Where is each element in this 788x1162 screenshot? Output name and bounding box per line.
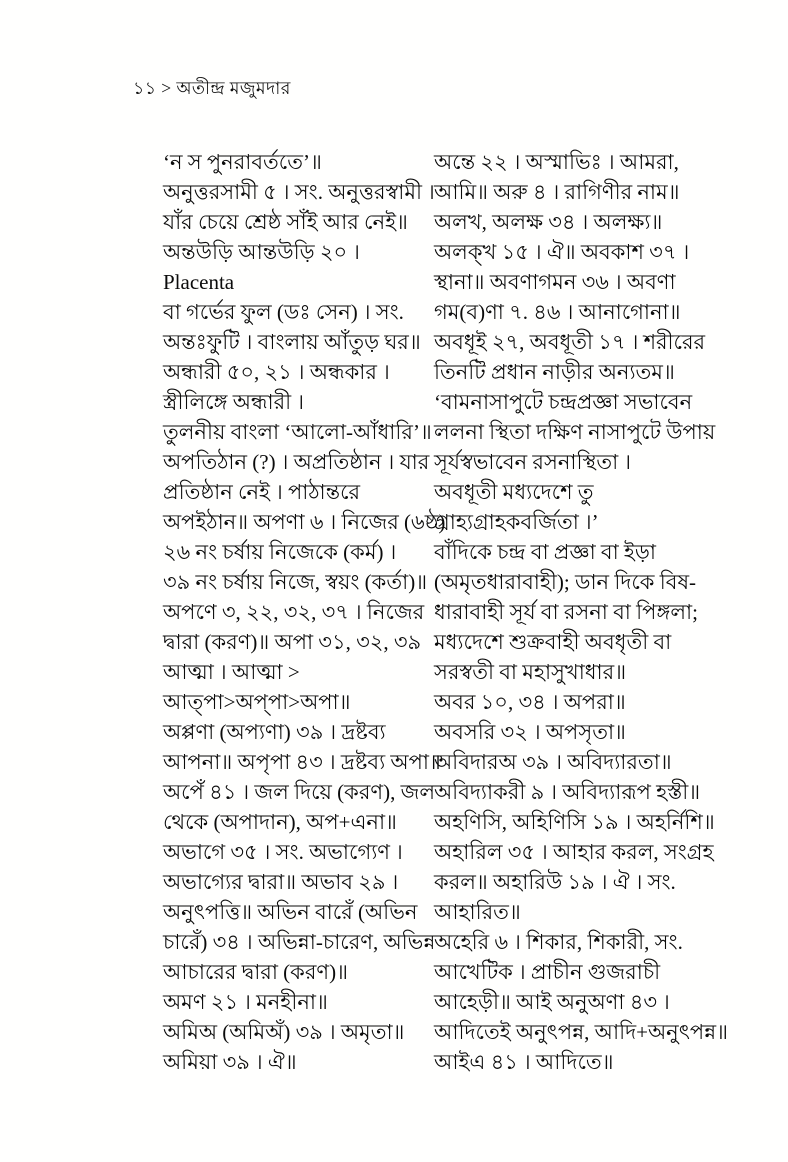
text-line: সূর্যস্বভাবেন রসনাস্থিতা ।: [434, 450, 631, 474]
running-head-text: ১১ > অতীন্দ্র মজুমদার: [133, 78, 291, 98]
text-line: আদিতেই অনুৎপন্ন, আদি+অনুৎপন্ন॥: [434, 1020, 729, 1044]
text-line: অবধূতী মধ্যদেশে তু: [434, 480, 594, 504]
text-line: অবিদ্যাকরী ৯ । অবিদ্যারূপ হস্তী॥: [434, 780, 701, 804]
text-line: অবধূই ২৭, অবধূতী ১৭ । শরীরের: [434, 330, 706, 354]
text-line: বাঁদিকে চন্দ্র বা প্রজ্ঞা বা ইড়া: [434, 540, 656, 564]
text-line: ৩৯ নং চর্ষায় নিজে, স্বয়ং (কর্তা)॥: [163, 570, 428, 594]
text-line: ২৬ নং চর্ষায় নিজেকে (কর্ম) ।: [163, 540, 397, 564]
text-line: অন্তঃফুটি । বাংলায় আঁতুড় ঘর॥: [163, 330, 421, 354]
text-line: ‘বামনাসাপুটে চন্দ্রপ্রজ্ঞা সভাবেন: [434, 390, 693, 414]
text-line: অমিঅ (অমিঅঁ) ৩৯ । অমৃতা॥: [163, 1020, 405, 1044]
text-line: অপেঁ ৪১ । জল দিয়ে (করণ), জল: [163, 780, 436, 804]
text-line: ‘ন স পুনরাবর্ততে’॥: [163, 150, 322, 174]
right-column: [434, 147, 763, 1077]
text-line: তিনটি প্রধান নাড়ীর অন্যতম॥: [434, 360, 675, 384]
text-line: চারেঁ) ৩৪ । অভিন্না-চারেণ, অভিন্ন: [163, 930, 436, 954]
text-line: মধ্যদেশে শুক্রবাহী অবধৃতী বা: [434, 630, 672, 654]
text-line: অমিয়া ৩৯ । ঐ॥: [163, 1050, 297, 1074]
text-columns: [163, 147, 763, 1077]
text-line: ধারাবাহী সূর্য বা রসনা বা পিঙ্গলা;: [434, 600, 698, 624]
text-line: অলখ, অলক্ষ ৩৪ । অলক্ষ্য॥: [434, 210, 663, 234]
text-line: Placenta: [163, 270, 235, 294]
text-line: করল॥ অহারিউ ১৯ । ঐ । সং.: [434, 870, 676, 894]
text-line: অলক্খ ১৫ । ঐ॥ অবকাশ ৩৭ ।: [434, 240, 690, 264]
text-line: আখেটিক । প্রাচীন গুজরাচী: [434, 960, 661, 984]
text-line: দ্বারা (করণ)॥ অপা ৩১, ৩২, ৩৯: [163, 630, 422, 654]
text-line: তুলনীয় বাংলা ‘আলো-আঁধারি’॥: [163, 420, 432, 444]
text-line: অহণিসি, অহিণিসি ১৯ । অহর্নিশি॥: [434, 810, 715, 834]
text-line: অবিদারঅ ৩৯ । অবিদ্যারতা॥: [434, 750, 672, 774]
text-line: অবসরি ৩২ । অপসৃতা॥: [434, 720, 626, 744]
text-line: ললনা স্থিতা দক্ষিণ নাসাপুটে উপায়: [434, 420, 716, 444]
text-line: আপনা॥ অপৃপা ৪৩ । দ্রষ্টব্য অপা॥: [163, 750, 441, 774]
text-line: অপতিঠান (?) । অপ্রতিষ্ঠান । যার: [163, 450, 430, 474]
text-line: সরস্বতী বা মহাসুখাধার॥: [434, 660, 627, 684]
text-line: আচারের দ্বারা (করণ)॥: [163, 960, 348, 984]
text-line: অপইঠান॥ অপণা ৬ । নিজের (৬ষ্ঠ): [163, 510, 446, 534]
text-line: (অমৃতধারাবাহী); ডান দিকে বিষ-: [434, 570, 697, 594]
text-line: অহারিল ৩৫ । আহার করল, সংগ্রহ: [434, 840, 714, 864]
text-line: অন্ধারী ৫০, ২১ । অন্ধকার ।: [163, 360, 390, 384]
text-line: আত্‌পা>অপ্‌পা>অপা॥: [163, 690, 351, 714]
page-header: [133, 76, 291, 105]
left-column: [163, 147, 446, 1077]
text-line: আমি॥ অরু ৪ । রাগিণীর নাম॥: [434, 180, 680, 204]
text-line: অন্তউড়ি আন্তউড়ি ২০ ।: [163, 240, 360, 264]
text-line: গম(ব)ণা ৭. ৪৬ । আনাগোনা॥: [434, 300, 681, 324]
text-line: প্রতিষ্ঠান নেই । পাঠান্তরে: [163, 480, 361, 504]
text-line: অহেরি ৬ । শিকার, শিকারী, সং.: [434, 930, 683, 954]
text-line: অনুত্তরসামী ৫ । সং. অনুত্তরস্বামী ।: [163, 180, 435, 204]
text-line: আইএ ৪১ । আদিতে॥: [434, 1050, 614, 1074]
text-line: আহেড়ী॥ আই অনুঅণা ৪৩ ।: [434, 990, 670, 1014]
text-line: থেকে (অপাদান), অপ+এনা॥: [163, 810, 397, 834]
text-line: অপ্পণা (অপ্যণা) ৩৯ । দ্রষ্টব্য: [163, 720, 386, 744]
text-line: অনুৎপত্তি॥ অভিন বারেঁ (অভিন: [163, 900, 418, 924]
text-line: আহারিত॥: [434, 900, 521, 924]
text-line: স্থানা॥ অবণাগমন ৩৬ । অবণা: [434, 270, 676, 294]
text-line: বা গর্ভের ফুল (ডঃ সেন) । সং.: [163, 300, 404, 324]
text-line: অভাগ্যের দ্বারা॥ অভাব ২৯ ।: [163, 870, 399, 894]
text-line: অন্তে ২২ । অস্মাভিঃ । আমরা,: [434, 150, 679, 174]
text-line: অভাগে ৩৫ । সং. অভাগ্যেণ ।: [163, 840, 403, 864]
text-line: গ্রাহ্যগ্রাহকবর্জিতা ।’: [434, 510, 599, 534]
text-line: অপণে ৩, ২২, ৩২, ৩৭ । নিজের: [163, 600, 425, 624]
text-line: অবর ১০, ৩৪ । অপরা॥: [434, 690, 626, 714]
text-line: অমণ ২১ । মনহীনা॥: [163, 990, 328, 1014]
text-line: যাঁর চেয়ে শ্রেষ্ঠ সাঁই আর নেই॥: [163, 210, 408, 234]
text-line: স্ত্রীলিঙ্গে অন্ধারী ।: [163, 390, 304, 414]
text-line: আত্মা । আত্মা >: [163, 660, 300, 684]
